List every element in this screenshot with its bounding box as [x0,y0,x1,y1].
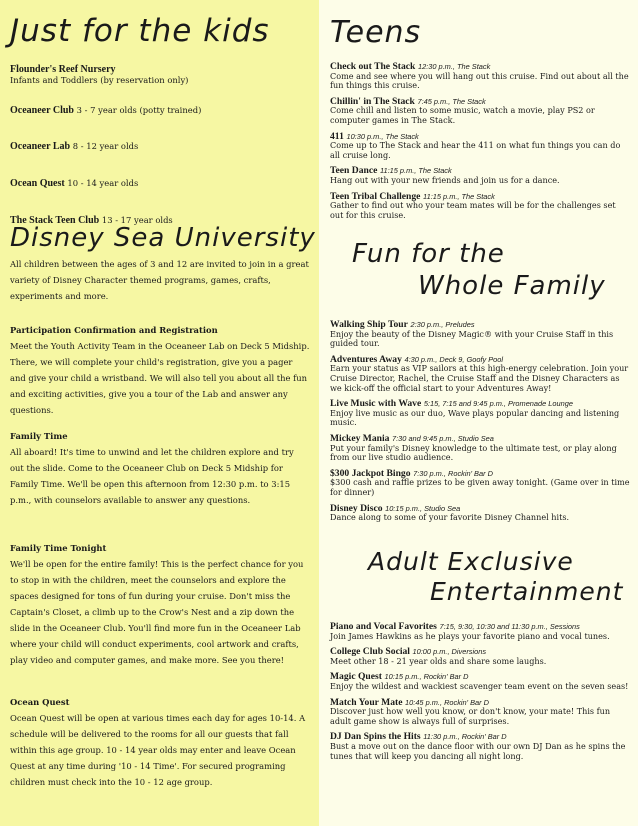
section-family-time-tonight [10,540,310,668]
event-item: College Club Social 10:00 p.m., Diversions Meet other 18 - 21 year olds and share some laughs. [330,646,547,666]
event-item: Match Your Mate 10:45 p.m., Rockin' Bar D Discover just how well you know, or don't know, your mate! This fun adult game show is always full of surprises. [330,696,611,726]
club-item: Flounder's Reef Nursery [10,64,116,75]
section-body: Ocean Quest will be open at various times each day for ages 10-14. A schedule will be delivered to the rooms for all our guests that fall within this age group. 10 - 14 year olds may enter and leave Ocean Quest at any time during '10 - 14 Time'. For secured programing children must check into the 10 - 12 age group. [10,713,306,787]
event-item: Adventures Away 4:30 p.m., Deck 9, Goofy Pool Earn your status as VIP sailors at this high-energy celebration. Join your Cruise Director, Rachel, the Cruise Staff and the Disney Characters as we kick-off the official start to your Adventures Away! [330,353,629,393]
event-item: $300 Jackpot Bingo 7:30 p.m., Rockin' Bar D $300 cash and raffle prizes to be given away tonight. (Game over in time for dinner) [330,467,630,497]
event-item: Walking Ship Tour 2:30 p.m., Preludes Enjoy the beauty of the Disney Magic® with your Cruise Staff in this guided tour. [330,319,614,349]
event-item: Teen Tribal Challenge 11:15 p.m., The Stack Gather to find out who your team mates will be for the challenges set out for this cruise. [330,190,616,220]
teens-heading: Teens [330,15,422,50]
family-list [330,320,630,523]
section-body: Meet the Youth Activity Team in the Oceaneer Lab on Deck 5 Midship. There, we will complete your child's registration, give you a pager and give your child a wristband. We will also tell you about all the fun and exciting activities, give you a tour of the Lab and answer any questions. [10,341,310,415]
adult-list [330,622,630,761]
event-item: Check out The Stack 12:30 p.m., The Stack Come and see where you will hang out this cruise. Find out about all the fun things this cruise. [330,61,629,91]
kids-heading: Just for the kids [10,13,270,49]
family-heading-line1: Fun for the [352,239,505,269]
event-item: Live Music with Wave 5:15, 7:15 and 9:45 p.m., Promenade Lounge Enjoy live music as our duo, Wave plays popular dancing and listening music. [330,398,620,428]
club-item: Ocean Quest 10 - 14 year olds [10,178,139,189]
section-title: Family Time [10,431,68,441]
event-item: Teen Dance 11:15 p.m., The Stack Hang out with your new friends and join us for a dance. [330,165,560,185]
section-body: All aboard! It's time to unwind and let the children explore and try out the slide. Come to the Oceaneer Club on Deck 5 Midship for Family Time. We'll be open this afternoon from 12:30 p.m. to 3:15 p.m., with counselors available to answer any questions. [10,447,294,505]
family-heading-line2: Whole Family [418,271,606,301]
adult-heading-line1: Adult Exclusive [368,547,574,576]
section-body: We'll be open for the entire family! This is the perfect chance for you to stop in with the children, meet the counselors and explore the spaces designed for tons of fun during your cruise. Don't miss the Captain's Closet, a climb up to the Crow's Nest and a zip down the slide in the Oceaneer Club. You'll find more fun in the Oceaneer Lab where your child will conduct experiments, cool artwork and crafts, play video and computer games, and make more. See you there! [10,559,304,665]
club-item: The Stack Teen Club 13 - 17 year olds [10,215,173,226]
university-intro: All children between the ages of 3 and 12 are invited to join in a great variety of Disney Character themed programs, games, crafts, experiments and more. [10,259,309,301]
event-item: Disney Disco 10:15 p.m., Studio Sea Dance along to some of your favorite Disney Channel hits. [330,502,570,523]
teens-list [330,62,630,220]
event-item: Chillin' in The Stack 7:45 p.m., The Stack Come chill and listen to some music, watch a movie, play PS2 or computer games in The Stack. [330,95,595,125]
adult-heading-line2: Entertainment [430,577,624,606]
event-item: DJ Dan Spins the Hits 11:30 p.m., Rockin' Bar D Bust a move out on the dance floor with our own DJ Dan as he spins the tunes that will keep you dancing all night long. [330,731,626,761]
club-item: Oceaneer Club 3 - 7 year olds (potty trained) [10,105,202,116]
section-ocean-quest [10,694,310,790]
club-list [10,64,310,226]
section-title: Ocean Quest [10,697,70,707]
event-item: 411 10:30 p.m., The Stack Come up to The Stack and hear the 411 on what fun things you can do all cruise long. [330,130,621,160]
university-heading: Disney Sea University [10,223,316,253]
section-title: Participation Confirmation and Registration [10,325,218,335]
event-item: Piano and Vocal Favorites 7:15, 9:30, 10:30 and 11:30 p.m., Sessions Join James Hawkins as he plays your favorite piano and vocal tunes. [330,621,610,641]
section-registration [10,322,310,418]
event-item: Mickey Mania 7:30 and 9:45 p.m., Studio Sea Put your family's Disney knowledge to the ultimate test, or play along from our live studio audience. [330,432,617,463]
club-item: Oceaneer Lab 8 - 12 year olds [10,141,139,152]
section-family-time [10,428,310,508]
section-title: Family Time Tonight [10,543,107,553]
event-item: Magic Quest 10:15 p.m., Rockin' Bar D Enjoy the wildest and wackiest scavenger team event on the seven seas! [330,671,629,691]
club-ages: Infants and Toddlers (by reservation only) [10,75,189,85]
